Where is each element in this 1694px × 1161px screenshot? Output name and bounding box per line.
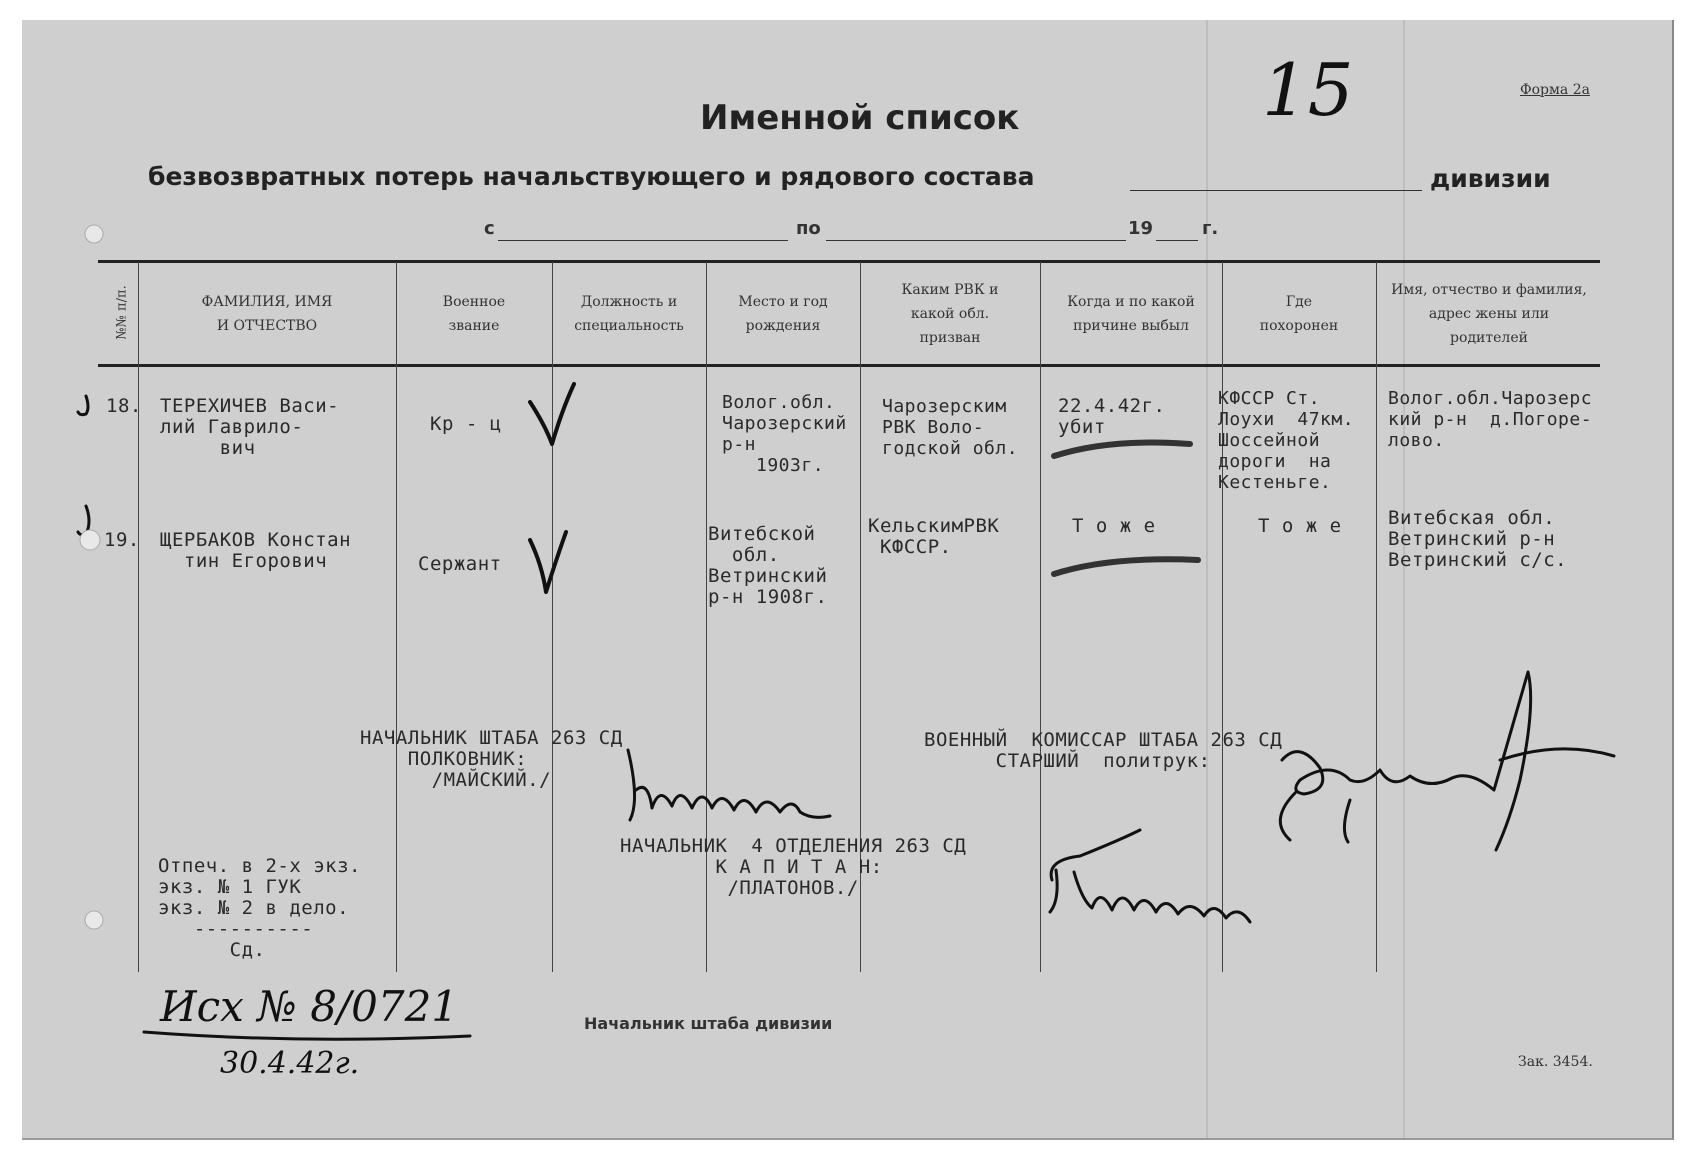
row-18-rank: Кр - ц xyxy=(430,413,502,435)
column-header-when: Когда и по какой причине выбыл xyxy=(1067,294,1195,334)
column-header-position: Должность и специальность xyxy=(574,294,684,334)
punch-hole xyxy=(85,911,103,929)
strike-line xyxy=(1054,559,1198,574)
row-19-when: Т о ж е xyxy=(1072,515,1156,537)
row-18-relatives: Волог.обл.Чарозерс кий р-н д.Погоре- лово. xyxy=(1388,388,1593,451)
order-number: Зак. 3454. xyxy=(1518,1054,1593,1070)
row-19-birth: Витебской обл. Ветринский р-н 1908г. xyxy=(708,523,828,608)
form-label: Форма 2а xyxy=(1520,82,1590,98)
column-header-rank: Военное звание xyxy=(442,294,506,334)
year-prefix: 19 xyxy=(1128,218,1154,239)
signature-commissar xyxy=(1280,672,1614,850)
period-to-label: по xyxy=(796,218,821,239)
year-suffix: г. xyxy=(1202,218,1219,239)
row-19-rank: Сержант xyxy=(418,553,502,575)
handwritten-number: 15 xyxy=(1262,48,1354,132)
strike-line xyxy=(1054,443,1190,457)
column-header-birth: Место и год рождения xyxy=(738,294,828,334)
column-header-buried: Где похоронен xyxy=(1259,294,1339,334)
underline-stroke xyxy=(144,1032,470,1039)
commissar-signature-block: ВОЕННЫЙ КОМИССАР ШТАБА 263 СД СТАРШИЙ политрук: xyxy=(924,729,1283,772)
row-19-draft: КельскимРВК КФССР. xyxy=(868,515,1000,558)
dept-chief-signature-block: НАЧАЛЬНИК 4 ОТДЕЛЕНИЯ 263 СД К А П И Т А Н: /ПЛАТОНОВ./ xyxy=(620,835,967,899)
checkmark-icon xyxy=(530,532,566,592)
checkmark-icon xyxy=(530,384,574,444)
row-19-num: 19. xyxy=(104,529,140,551)
signature-platonov xyxy=(1050,830,1250,922)
punch-hole xyxy=(85,225,103,243)
row-19-name: ЩЕРБАКОВ Констан тин Егорович xyxy=(160,529,352,572)
column-header-relatives: Имя, отчество и фамилия, адрес жены или родителей xyxy=(1391,282,1587,346)
tick-mark-icon xyxy=(78,396,88,415)
document-title: Именной список xyxy=(700,98,1020,138)
footer-chief-of-staff-label: Начальник штаба дивизии xyxy=(584,1014,833,1033)
division-label: дивизии xyxy=(1430,164,1551,193)
period-from-label: с xyxy=(484,218,495,239)
row-19-relatives: Витебская обл. Ветринский р-н Ветринский с/с. xyxy=(1388,507,1568,571)
handwritten-archive-number: Исх № 8/0721 xyxy=(160,982,459,1031)
punch-hole xyxy=(80,530,100,550)
column-header-name: ФАМИЛИЯ, ИМЯ И ОТЧЕСТВО xyxy=(201,294,333,334)
row-18-when: 22.4.42г. убит xyxy=(1058,395,1166,438)
print-note: Отпеч. в 2-х экз. экз. № 1 ГУК экз. № 2 в дело. ---------- Сд. xyxy=(158,855,361,961)
column-header-num: №№ п/п. xyxy=(114,285,130,340)
row-18-draft: Чарозерским РВК Воло- годской обл. xyxy=(882,396,1019,459)
signature-mayskiy xyxy=(628,750,830,820)
row-18-birth: Волог.обл. Чарозерский р-н 1903г. xyxy=(722,392,847,476)
handwritten-date: 30.4.42г. xyxy=(220,1046,360,1081)
row-18-buried: КФССР Ст. Лоухи 47км. Шоссейной дороги на Кестеньге. xyxy=(1218,388,1355,493)
row-18-name: ТЕРЕХИЧЕВ Васи- лий Гаврило- вич xyxy=(160,395,340,459)
row-18-num: 18. xyxy=(106,395,142,417)
row-19-buried: Т о ж е xyxy=(1258,515,1342,537)
document-subtitle: безвозвратных потерь начальствующего и рядового состава xyxy=(148,162,1035,191)
chief-of-staff-signature-block: НАЧАЛЬНИК ШТАБА 263 СД ПОЛКОВНИК: /МАЙСКИЙ./ xyxy=(360,727,623,791)
column-header-draft: Каким РВК и какой обл. призван xyxy=(901,282,999,346)
